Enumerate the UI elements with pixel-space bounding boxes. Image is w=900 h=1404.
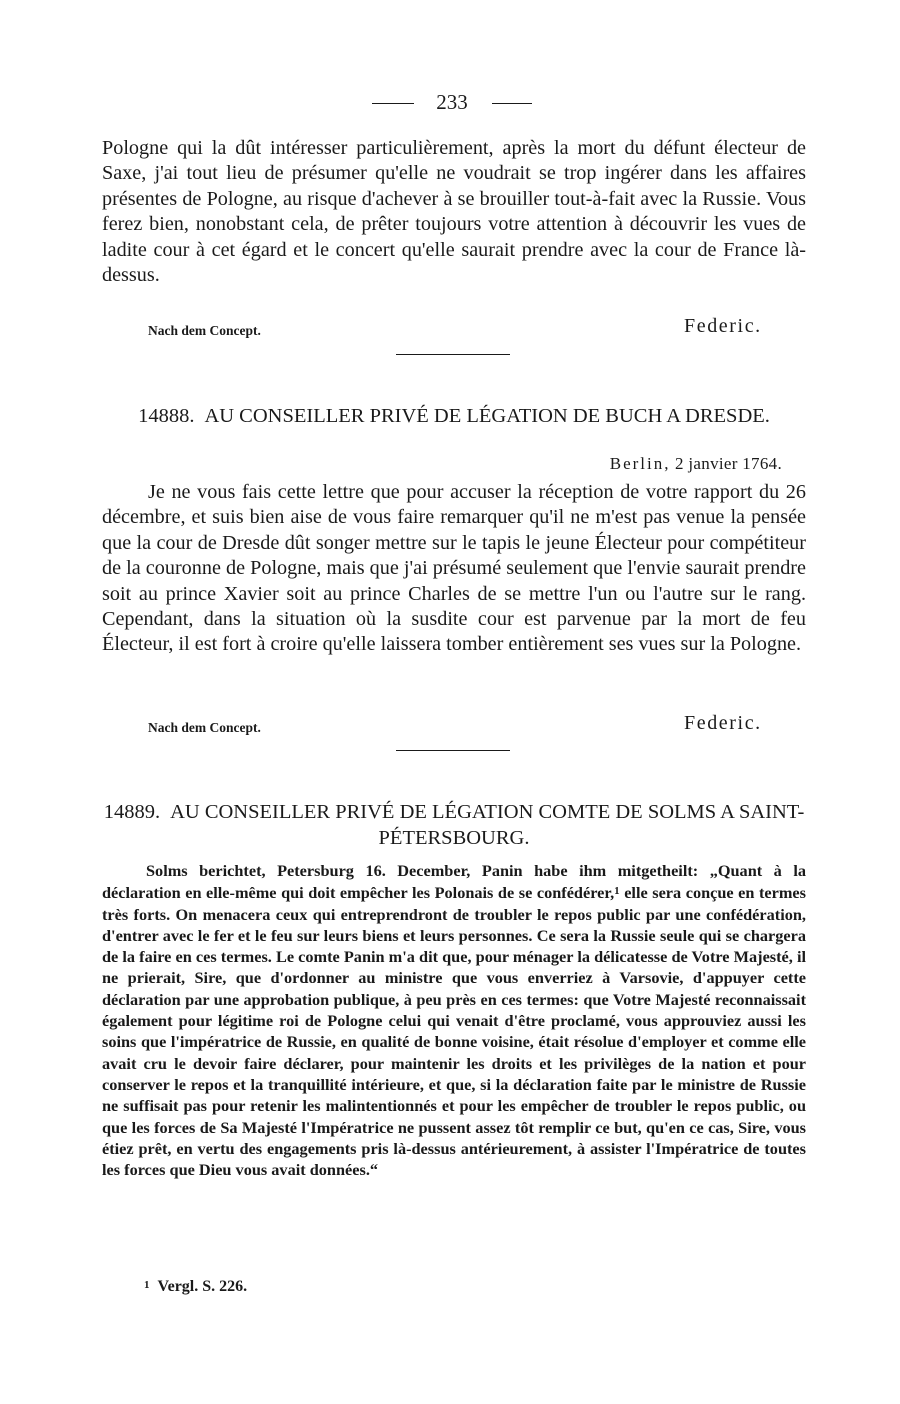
footnote-text: Vergl. S. 226. [157,1278,248,1295]
letter-heading [100,799,808,851]
date-place: Berlin, [609,454,671,473]
summary-text-part2: elle sera conçue en termes très forts. On menacera ceux qui entreprendront de troubler le repos public par une confédération, d'entrer avec le fer et le feu sur leurs biens et leurs personnes. Ce sera la Russie seule qui se chargera de la faire en ces termes. Le comte Panin m'a dit que, pour ménager la délicatesse de Votre Majesté, il ne prierait, Sire, que d'ordonner au ministre que vous enverriez à Varsovie, d'appuyer cette déclaration par une approbation publique, à peu près en ces termes: que Votre Majesté reconnaissait également pour légitime roi de Pologne celui qui venait d'être proclamé, vous approuviez aussi les soins que l'impératrice de Russie, en qualité de bonne voisine, était résolue d'employer et comme elle avait cru le devoir faire déclarer, pour maintenir les droits et les privilèges de la nation et pour conserver le repos et la tranquillité intérieure, et que, si la déclaration faite par le ministre de Russie ne suffisait pas pour retenir les malintentionnés et pour les empêcher de troubler le repos public, ou que les forces de Sa Majesté l'Impératrice ne pussent assez tôt remplir ce but, qu'en ce cas, Sire, vous étiez prêt, en vertu des engagements pris là-dessus antérieurement, à assister l'Impératrice de toutes les forces que Dieu vous avait données.“ [102,883,806,1180]
letter-title: AU CONSEILLER PRIVÉ DE LÉGATION DE BUCH A DRESDE. [204,405,770,427]
footnote [144,1278,247,1296]
signature: Federic. [684,712,762,734]
source-note: Nach dem Concept. [148,720,261,735]
letter-number: 14888. [138,405,195,427]
header-dash-left [372,103,414,104]
source-note: Nach dem Concept. [148,323,261,338]
section-divider [396,354,510,355]
date: 2 janvier 1764. [675,454,782,473]
letter-summary [102,860,806,1180]
continued-letter-text: Pologne qui la dût intéresser particulièrement, après la mort du défunt électeur de Saxe, j'ai tout lieu de présumer qu'elle ne voudrait se trop ingérer dans les affaires présentes de Pologne, au risque d'achever à se brouiller tout-à-fait avec la Russie. Vous ferez bien, nonobstant cela, de prêter toujours votre attention à découvrir les vues de ladite cour à cet égard et le concert qu'elle saurait prendre avec la cour de France là-dessus. [102,137,806,287]
header-dash-right [492,103,532,104]
footnote-mark: 1 [144,1279,150,1291]
letter-number: 14889. [103,801,161,823]
letter-heading [100,403,808,429]
letter-title: AU CONSEILLER PRIVÉ DE LÉGATION COMTE DE SOLMS A SAINT-PÉTERSBOURG. [170,801,805,849]
page-number: 233 [436,90,468,114]
summary-text-part1: Solms berichtet, Petersburg 16. December, Panin habe ihm mitgetheilt: „Quant à la déclaration en elle-même qui doit empêcher les Polonais de se confédérer, [102,861,806,903]
dateline [610,454,782,474]
letter-body: Je ne vous fais cette lettre que pour accuser la réception de votre rapport du 26 décembre, et suis bien aise de vous faire remarquer qu'il ne m'est pas venue la pensée que la cour de Dresde dût songer mettre sur le tapis le jeune Électeur pour compétiteur de la couronne de Pologne, mais que j'ai présumé seulement que l'envie saurait prendre soit au prince Xavier soit au prince Charles de se mettre l'un ou l'autre sur le rang. Cependant, dans la situation où la susdite cour est parvenue par la mort de feu Électeur, il est fort à croire qu'elle laissera tomber entièrement ses vues sur la Pologne. [102,481,806,656]
page-header [0,90,900,120]
footnote-reference: 1 [614,885,620,898]
section-divider [396,750,510,751]
signature: Federic. [684,315,762,337]
